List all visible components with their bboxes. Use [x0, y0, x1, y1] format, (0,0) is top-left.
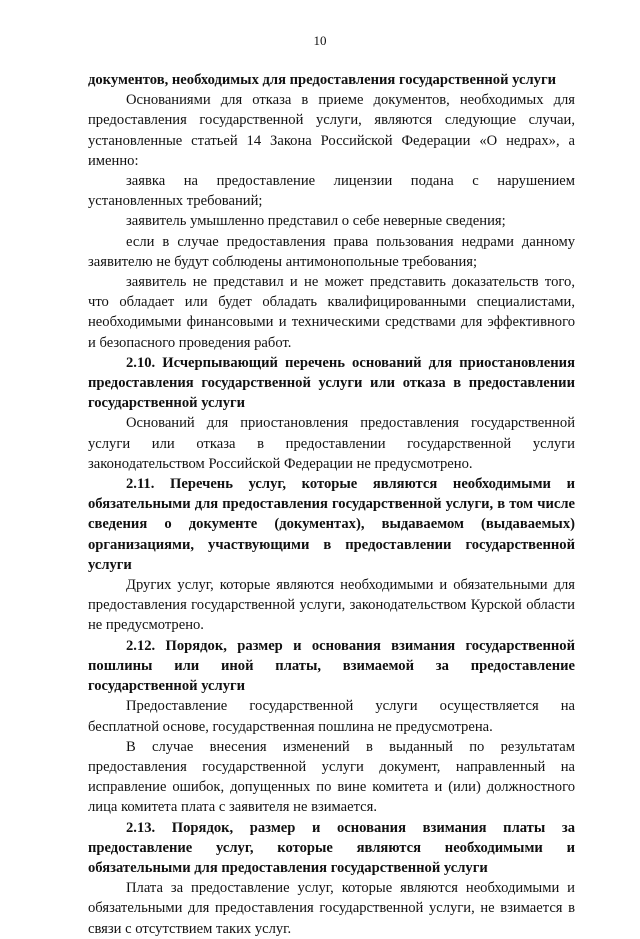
section-heading-2-11: 2.11. Перечень услуг, которые являются необходимыми и обязательными для предоставления государственной услуги, в том числе сведения о документе (документах), выдаваемом (выдаваемых) организациями, участвующими в предоставлении государственной услуги	[88, 476, 575, 573]
list-item-antimonopoly: если в случае предоставления права пользования недрами данному заявителю не будут соблюдены антимонопольные требования;	[88, 233, 575, 270]
paragraph-2-11: Других услуг, которые являются необходимыми и обязательными для предоставления государственной услуги, законодательством Курской области не предусмотрено.	[88, 577, 575, 634]
list-item-application-violation: заявка на предоставление лицензии подана с нарушением установленных требований;	[88, 173, 575, 210]
heading-continuation: документов, необходимых для предоставления государственной услуги	[88, 72, 556, 88]
section-heading-2-12: 2.12. Порядок, размер и основания взимания государственной пошлины или иной платы, взимаемой за предоставление государственной услуги	[88, 637, 575, 695]
paragraph-2-12-free: Предоставление государственной услуги осуществляется на бесплатной основе, государственная пошлина не предусмотрена.	[88, 698, 575, 735]
list-item-no-evidence: заявитель не представил и не может представить доказательств того, что обладает или будет обладать квалифицированными специалистами, необходимыми финансовыми и техническими средствами для эффективного и безопасного проведения работ.	[88, 274, 575, 351]
paragraph-2-10: Оснований для приостановления предоставления государственной услуги или отказа в предоставлении государственной услуги законодательством Российской Федерации не предусмотрено.	[88, 415, 575, 472]
paragraph-refusal-grounds: Основаниями для отказа в приеме документов, необходимых для предоставления государственной услуги, являются следующие случаи, установленные статьей 14 Закона Российской Федерации «О недрах», а именно:	[88, 92, 575, 169]
document-body	[88, 70, 575, 939]
section-heading-2-10: 2.10. Исчерпывающий перечень оснований для приостановления предоставления государственной услуги или отказа в предоставлении государственной услуги	[88, 354, 575, 412]
list-item-false-info: заявитель умышленно представил о себе неверные сведения;	[126, 213, 506, 230]
page-number: 10	[313, 33, 327, 48]
paragraph-2-12-corrections: В случае внесения изменений в выданный по результатам предоставления государственной услуги документ, направленный на исправление ошибок, допущенных по вине комитета и (или) должностного лица комитета плата с заявителя не взимается.	[88, 738, 575, 816]
section-heading-2-13: 2.13. Порядок, размер и основания взимания платы за предоставление услуг, которые являются необходимыми и обязательными для предоставления государственной услуги	[88, 819, 575, 876]
paragraph-2-13: Плата за предоставление услуг, которые являются необходимыми и обязательными для предоставления государственной услуги, не взимается в связи с отсутствием таких услуг.	[88, 880, 575, 937]
